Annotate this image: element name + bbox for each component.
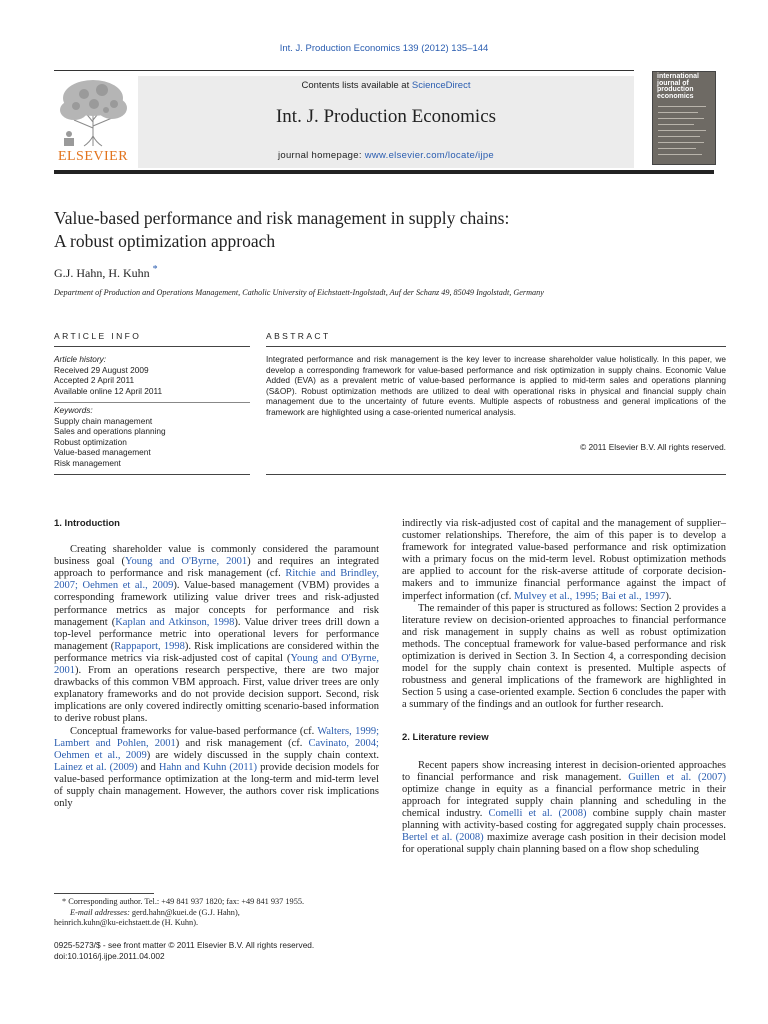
cover-text-line — [658, 106, 706, 107]
citation-link[interactable]: Rappaport, 1998 — [114, 640, 185, 652]
contents-line — [138, 80, 634, 91]
abstract-rule — [266, 346, 726, 347]
cover-title: international journal of production economics — [657, 73, 700, 100]
intro-paragraph-1 — [54, 544, 379, 725]
copyright: © 2011 Elsevier B.V. All rights reserved. — [580, 442, 726, 452]
footnote-rule — [54, 893, 154, 894]
title-line-1: Value-based performance and risk management in supply chains: — [54, 208, 510, 228]
section-1-heading: 1. Introduction — [54, 518, 120, 529]
title-line-2: A robust optimization approach — [54, 231, 276, 251]
text: Recent papers show increasing interest in decision-oriented approaches to financial performance and risk management. — [402, 759, 726, 783]
text: ). Value driver trees drill down a top-level performance metric into operational levers for performance management ( — [54, 616, 380, 652]
affiliation: Department of Production and Operations Management, Catholic University of Eichstaett-Ingolstadt, Auf der Schanz 49, 85049 Ingolstadt, Germany — [54, 288, 544, 297]
text: ). — [665, 590, 672, 602]
cover-text-line — [658, 136, 700, 137]
text: Conceptual frameworks for value-based performance (cf. — [70, 725, 318, 737]
text: ) and requires an integrated approach to performance and risk management (cf. — [54, 556, 379, 580]
cover-text-line — [658, 130, 706, 131]
history-label: Article history: — [54, 354, 107, 364]
email-address[interactable]: gerd.hahn@kuei.de (G.J. Hahn), — [129, 907, 240, 917]
text: maximize average cash position in their decision model for operational supply chain planning based on a flow shop scheduling — [402, 832, 726, 856]
cover-text-line — [658, 118, 704, 119]
journal-citation[interactable]: Int. J. Production Economics 139 (2012) 135–144 — [279, 43, 489, 54]
text: and — [137, 761, 159, 773]
intro-paragraph-2 — [54, 726, 379, 811]
article-history — [54, 354, 250, 396]
footnote — [54, 897, 384, 929]
doi-line[interactable]: doi:10.1016/j.ijpe.2011.04.002 — [54, 951, 165, 961]
text: Creating shareholder value is commonly considered the paramount business goal ( — [54, 544, 379, 568]
history-online: Available online 12 April 2011 — [54, 385, 163, 396]
keyword: Risk management — [54, 457, 121, 468]
abstract-text: Integrated performance and risk management is the key lever to increase shareholder value holistically. In this paper, we develop a corresponding framework for value-based performance and risk optimization in supply chains. Economic Value Added (EVA) as a prevalent metric of value-based performance is applied to mid-term sales and operations planning (S&OP). Robust optimization methods are utilized to deal with operational risks in physical and financial supply chain management due to the uncertainty of future events. Multiple aspects of robustness and general implications of the framework are highlighted using a case-oriented numerical analysis. — [266, 354, 726, 417]
keywords-label: Keywords: — [54, 405, 93, 415]
homepage-line — [138, 150, 634, 161]
email-address-2[interactable]: heinrich.kuhn@ku-eichstaett.de (H. Kuhn). — [54, 918, 199, 927]
citation-link[interactable]: Young and O'Byrne, 2001 — [124, 556, 248, 568]
citation-link[interactable]: Cavinato, 2004; Oehmen et al., 2009 — [54, 737, 379, 761]
article-title — [54, 207, 714, 253]
keywords-rule — [54, 474, 250, 475]
issn-line: 0925-5273/$ - see front matter © 2011 Elsevier B.V. All rights reserved. — [54, 940, 315, 950]
text: optimize change in equity as a financial performance metric in their approach for integrated supply chain planning and scheduling in the chemical industry. — [402, 783, 726, 819]
journal-masthead — [138, 76, 634, 168]
cover-text-line — [658, 154, 702, 155]
email-label: E-mail addresses: — [70, 907, 130, 917]
citation-link[interactable]: Guillen et al. (2007) — [628, 771, 726, 783]
history-received: Received 29 August 2009 — [54, 364, 149, 375]
article-info-divider — [54, 402, 250, 403]
text: ) and risk management (cf. — [175, 737, 309, 749]
text: provide decision models for value-based performance optimization at the long-term and mid-term level of supply chain management. However, the authors cover risk implications only — [54, 761, 379, 810]
keyword: Supply chain management — [54, 415, 153, 426]
citation-link[interactable]: Mulvey et al., 1995; Bai et al., 1997 — [513, 590, 666, 602]
keyword: Value-based management — [54, 447, 151, 458]
section-2-heading: 2. Literature review — [402, 731, 489, 743]
citation-link[interactable]: Kaplan and Atkinson, 1998 — [115, 616, 235, 628]
citation-link[interactable]: Young and O'Byrne, 2001 — [54, 652, 379, 677]
text: ). Value-based management (VBM) provides a corresponding framework utilizing value driver trees and risk-adjusted performance metrics as major concepts for performance and risk management ( — [54, 580, 379, 628]
journal-homepage-link[interactable]: www.elsevier.com/locate/ijpe — [364, 150, 495, 161]
masthead-rule — [54, 170, 714, 174]
cover-text-line — [658, 148, 696, 149]
contents-prefix: Contents lists available at — [301, 80, 412, 91]
citation-link[interactable]: Comelli et al. (2008) — [488, 807, 587, 819]
citation-link[interactable]: Walters, 1999; Lambert and Pohlen, 2001 — [54, 725, 379, 749]
history-accepted: Accepted 2 April 2011 — [54, 375, 135, 386]
cover-text-line — [658, 124, 694, 125]
text: combine supply chain master planning with activity-based costing for aggregated supply chain processes. — [402, 807, 726, 832]
article-info-rule — [54, 346, 250, 347]
header-rule — [54, 70, 634, 71]
citation-link[interactable]: Lainez et al. (2009) — [54, 761, 138, 773]
abstract-heading: ABSTRACT — [266, 331, 331, 341]
body-column-right — [402, 518, 726, 856]
article-info-heading: ARTICLE INFO — [54, 331, 142, 341]
corresponding-author-mark[interactable]: * — [152, 264, 158, 275]
text: indirectly via risk-adjusted cost of capital and the management of supplier–customer relationships. Therefore, the aim of this paper is to develop a framework for integrated value-based performance and risk optimization with a primary focus on the mid-term level. Robust optimization methods are applied to account for the risk-averse attitude of corporate decision-makers and to immunize financial performance against the impact of imperfect information (cf. — [402, 518, 726, 602]
keyword: Sales and operations planning — [54, 426, 166, 437]
publisher-name: ELSEVIER — [57, 149, 129, 164]
cover-text-line — [658, 112, 698, 113]
journal-cover-thumbnail[interactable] — [652, 71, 716, 165]
citation-link[interactable]: Bertel et al. (2008) — [402, 832, 484, 844]
intro-paragraph-3 — [402, 518, 726, 603]
sciencedirect-link[interactable]: ScienceDirect — [411, 80, 471, 91]
citation-link[interactable]: Ritchie and Brindley, 2007; Oehmen et al., 2009 — [54, 568, 379, 592]
intro-paragraph-4: The remainder of this paper is structured as follows: Section 2 provides a literature review on decision-oriented approaches to financial performance and risk management in supply chains as well as robust optimization methods. The conceptual framework for value-based performance and risk optimization is derived in Section 3. In Section 4, a corresponding decision model for the supply chain context is presented. Multiple aspects of robustness and general implications of the framework are highlighted in Section 5 using a case-oriented example. Section 6 concludes the paper with a summary of the findings and an outlook for further research. — [402, 602, 726, 711]
homepage-prefix: journal homepage: — [277, 150, 365, 161]
email-line — [54, 908, 384, 919]
author-names: G.J. Hahn, H. Kuhn — [54, 266, 150, 280]
corresponding-author-note: * Corresponding author. Tel.: +49 841 937 1820; fax: +49 841 937 1955. — [62, 897, 305, 906]
body-column-left — [54, 518, 379, 810]
text: ) are widely discussed in the supply chain context. — [146, 749, 380, 761]
text: ). From an operations research perspective, there are two major drawbacks of this common VBM approach. First, value driver trees are only explanatory frameworks and do not provide decision support. Second, risk implications are only covered indirectly omitting scenario-based information to derive robust plans. — [54, 665, 379, 725]
journal-name: Int. J. Production Economics — [275, 106, 497, 127]
citation-link[interactable]: Hahn and Kuhn (2011) — [158, 761, 258, 773]
abstract-bottom-rule — [266, 474, 726, 475]
front-matter — [54, 940, 384, 962]
text: ). Risk implications are considered within the performance metrics via risk-adjusted cost of capital ( — [54, 640, 380, 664]
authors — [54, 264, 158, 281]
literature-paragraph-1 — [402, 760, 726, 857]
keyword: Robust optimization — [54, 436, 127, 447]
keywords — [54, 405, 250, 469]
cover-text-line — [658, 142, 704, 143]
